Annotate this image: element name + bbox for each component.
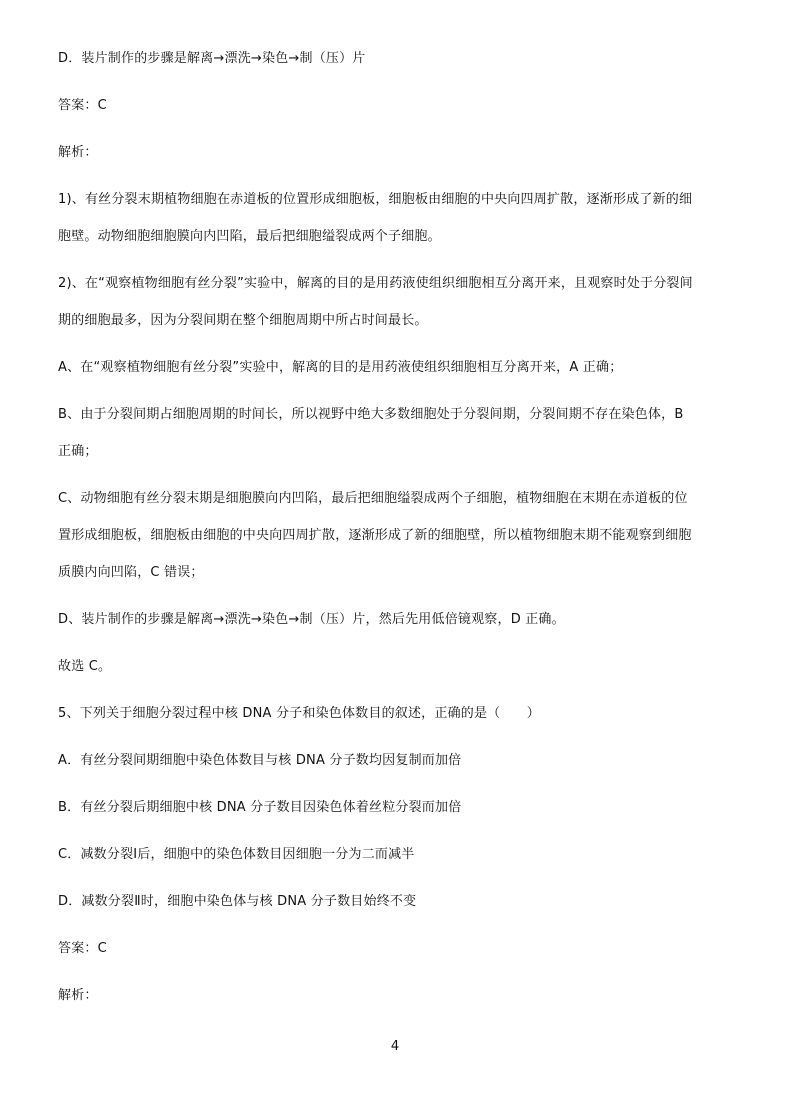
analysis-point-2-cont: 期的细胞最多，因为分裂间期在整个细胞周期中所占时间最长。 bbox=[58, 313, 428, 328]
option-c: C．减数分裂Ⅰ后，细胞中的染色体数目因细胞一分为二而减半 bbox=[58, 847, 415, 862]
answer-label: 答案：C bbox=[58, 98, 107, 113]
analysis-point-1: 1)、有丝分裂末期植物细胞在赤道板的位置形成细胞板，细胞板由细胞的中央向四周扩散，逐渐形成了新的细 bbox=[58, 192, 693, 207]
analysis-heading: 解析： bbox=[58, 145, 98, 160]
answer-label-2: 答案：C bbox=[58, 941, 107, 956]
analysis-point-2: 2)、在“观察植物细胞有丝分裂”实验中，解离的目的是用药液使组织细胞相互分离开来，且观察时处于分裂间 bbox=[58, 276, 693, 291]
explanation-a: A、在“观察植物细胞有丝分裂”实验中，解离的目的是用药液使组织细胞相互分离开来，A 正确； bbox=[58, 360, 623, 375]
question-5: 5、下列关于细胞分裂过程中核 DNA 分子和染色体数目的叙述，正确的是（ ） bbox=[58, 706, 540, 721]
explanation-c-cont-2: 质膜内向凹陷，C 错误； bbox=[58, 565, 204, 580]
option-b: B．有丝分裂后期细胞中核 DNA 分子数目因染色体着丝粒分裂而加倍 bbox=[58, 800, 462, 815]
conclusion: 故选 C。 bbox=[58, 659, 112, 674]
explanation-b-cont: 正确； bbox=[58, 444, 98, 459]
option-d-previous: D．装片制作的步骤是解离→漂洗→染色→制（压）片 bbox=[58, 51, 366, 66]
explanation-c-cont-1: 置形成细胞板，细胞板由细胞的中央向四周扩散，逐渐形成了新的细胞壁，所以植物细胞末期不能观察到细胞 bbox=[58, 528, 692, 543]
option-a: A．有丝分裂间期细胞中染色体数目与核 DNA 分子数均因复制而加倍 bbox=[58, 753, 462, 768]
explanation-d: D、装片制作的步骤是解离→漂洗→染色→制（压）片，然后先用低倍镜观察，D 正确。 bbox=[58, 612, 565, 627]
explanation-b: B、由于分裂间期占细胞周期的时间长，所以视野中绝大多数细胞处于分裂间期，分裂间期不存在染色体，B bbox=[58, 407, 684, 422]
page-number: 4 bbox=[390, 1039, 400, 1054]
option-d: D．减数分裂Ⅱ时，细胞中染色体与核 DNA 分子数目始终不变 bbox=[58, 894, 417, 909]
analysis-point-1-cont: 胞壁。动物细胞细胞膜向内凹陷，最后把细胞缢裂成两个子细胞。 bbox=[58, 229, 441, 244]
explanation-c: C、动物细胞有丝分裂末期是细胞膜向内凹陷，最后把细胞缢裂成两个子细胞，植物细胞在末期在赤道板的位 bbox=[58, 491, 688, 506]
analysis-heading-2: 解析： bbox=[58, 988, 98, 1003]
